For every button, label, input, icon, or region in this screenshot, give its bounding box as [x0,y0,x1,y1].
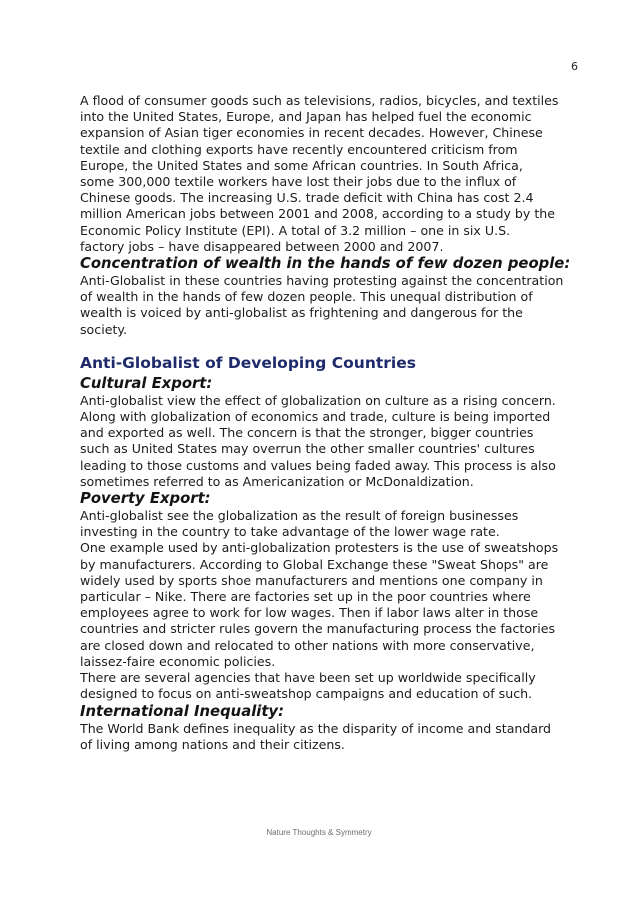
poverty-export-heading: Poverty Export: [80,490,211,508]
concentration-heading: Concentration of wealth in the hands of few dozen people: [80,255,571,273]
international-inequality-paragraph: The World Bank defines inequality as the disparity of income and standard of living among nations and their citizens. [80,720,552,752]
poverty-export-paragraph: Anti-globalist see the globalization as the result of foreign businesses investing in the country to take advantage of the lower wage rate. One example used by anti-globalization protesters is the use of sweatshops by manufacturers. According to Global Exchange these "Sweat Shops" are widely used by sports shoe manufacturers and mentions one company in particular – Nike. There are factories set up in the poor countries where employees agree to work for low wages. Then if labor laws alter in those countries and stricter rules govern the manufacturing process the factories are closed down and relocated to other nations with more conservative, laissez-faire economic policies. There are several agencies that have been set up worldwide specifically designed to focus on anti-sweatshop campaigns and education of such. [80,508,559,702]
page-footer: Nature Thoughts & Symmetry [266,828,372,837]
page-number: 6 [571,60,578,73]
document-body [80,93,580,753]
international-inequality-heading: International Inequality: [80,702,284,720]
cultural-export-heading: Cultural Export: [80,374,213,392]
section-title: Anti-Globalist of Developing Countries [80,353,416,372]
intro-paragraph: A flood of consumer goods such as televisions, radios, bicycles, and textiles into the United States, Europe, and Japan has helped fuel the economic expansion of Asian tiger economies in recent decades. However, Chinese textile and clothing exports have recently encountered criticism from Europe, the United States and some African countries. In South Africa, some 300,000 textile workers have lost their jobs due to the influx of Chinese goods. The increasing U.S. trade deficit with China has cost 2.4 million American jobs between 2001 and 2008, according to a study by the Economic Policy Institute (EPI). A total of 3.2 million – one in six U.S. factory jobs – have disappeared between 2000 and 2007. [80,93,559,254]
concentration-paragraph: Anti-Globalist in these countries having protesting against the concentration of wealth in the hands of few dozen people. This unequal distribution of wealth is voiced by anti-globalist as frightening and dangerous for the society. [80,273,564,337]
cultural-export-paragraph: Anti-globalist view the effect of globalization on culture as a rising concern. Along with globalization of economics and trade, culture is being imported and exported as well. The concern is that the stronger, bigger countries such as United States may overrun the other smaller countries' cultures leading to those customs and values being faded away. This process is also sometimes referred to as Americanization or McDonaldization. [80,392,556,489]
